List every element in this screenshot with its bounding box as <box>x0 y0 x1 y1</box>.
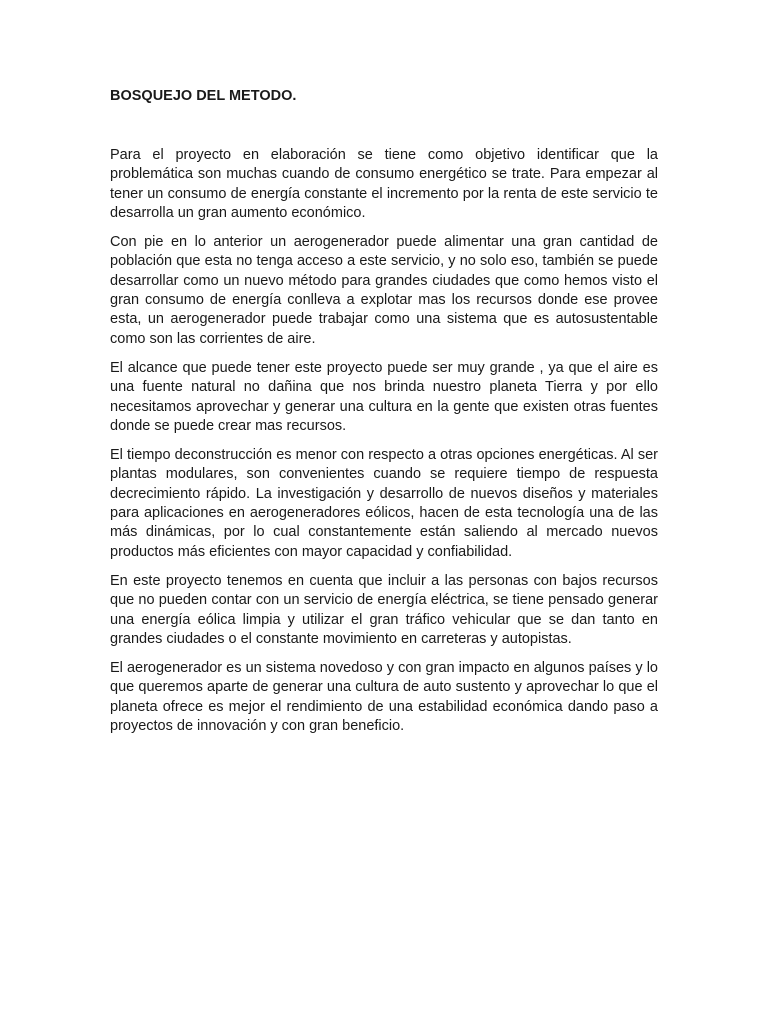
paragraph-1: Para el proyecto en elaboración se tiene como objetivo identificar que la problemática son muchas cuando de consumo energético se trate. Para empezar al tener un consumo de energía constante el incremento por la renta de este servicio te desarrolla un gran aumento económico. <box>110 147 658 221</box>
paragraph-6: El aerogenerador es un sistema novedoso y con gran impacto en algunos países y lo que queremos aparte de generar una cultura de auto sustento y aprovechar lo que el planeta ofrece es mejor el rendimiento de una estabilidad económica dando paso a proyectos de innovación y con gran beneficio. <box>110 660 658 735</box>
paragraph-2: Con pie en lo anterior un aerogenerador puede alimentar una gran cantidad de población que esta no tenga acceso a este servicio, y no solo eso, también se puede desarrollar como un nuevo método para grandes ciudades que como hemos visto el gran consumo de energía conlleva a explotar mas los recursos donde ese provee esta, un aerogenerador puede trabajar como una sistema que es autosustentable como son las corrientes de aire. <box>110 234 658 347</box>
paragraph-4: El tiempo deconstrucción es menor con respecto a otras opciones energéticas. Al ser plantas modulares, son convenientes cuando se requiere tiempo de respuesta decrecimiento rápido. La investigación y desarrollo de nuevos diseños y materiales para aplicaciones en aerogeneradores eólicos, hacen de esta tecnología una de las más dinámicas, por lo cual constantemente están saliendo al mercado nuevos productos más eficientes con mayor capacidad y confiabilidad. <box>110 447 658 560</box>
paragraph-5: En este proyecto tenemos en cuenta que incluir a las personas con bajos recursos que no pueden contar con un servicio de energía eléctrica, se tiene pensado generar una energía eólica limpia y utilizar el gran tráfico vehicular que se dan tanto en grandes ciudades o el constante movimiento en carreteras y autopistas. <box>110 572 658 647</box>
document-body <box>110 86 658 746</box>
document-title: BOSQUEJO DEL METODO. <box>110 88 297 104</box>
paragraph-3: El alcance que puede tener este proyecto puede ser muy grande , ya que el aire es una fuente natural no dañina que nos brinda nuestro planeta Tierra y por ello necesitamos aprovechar y generar una cultura en la gente que existen otras fuentes donde se puede crear mas recursos. <box>110 359 658 434</box>
